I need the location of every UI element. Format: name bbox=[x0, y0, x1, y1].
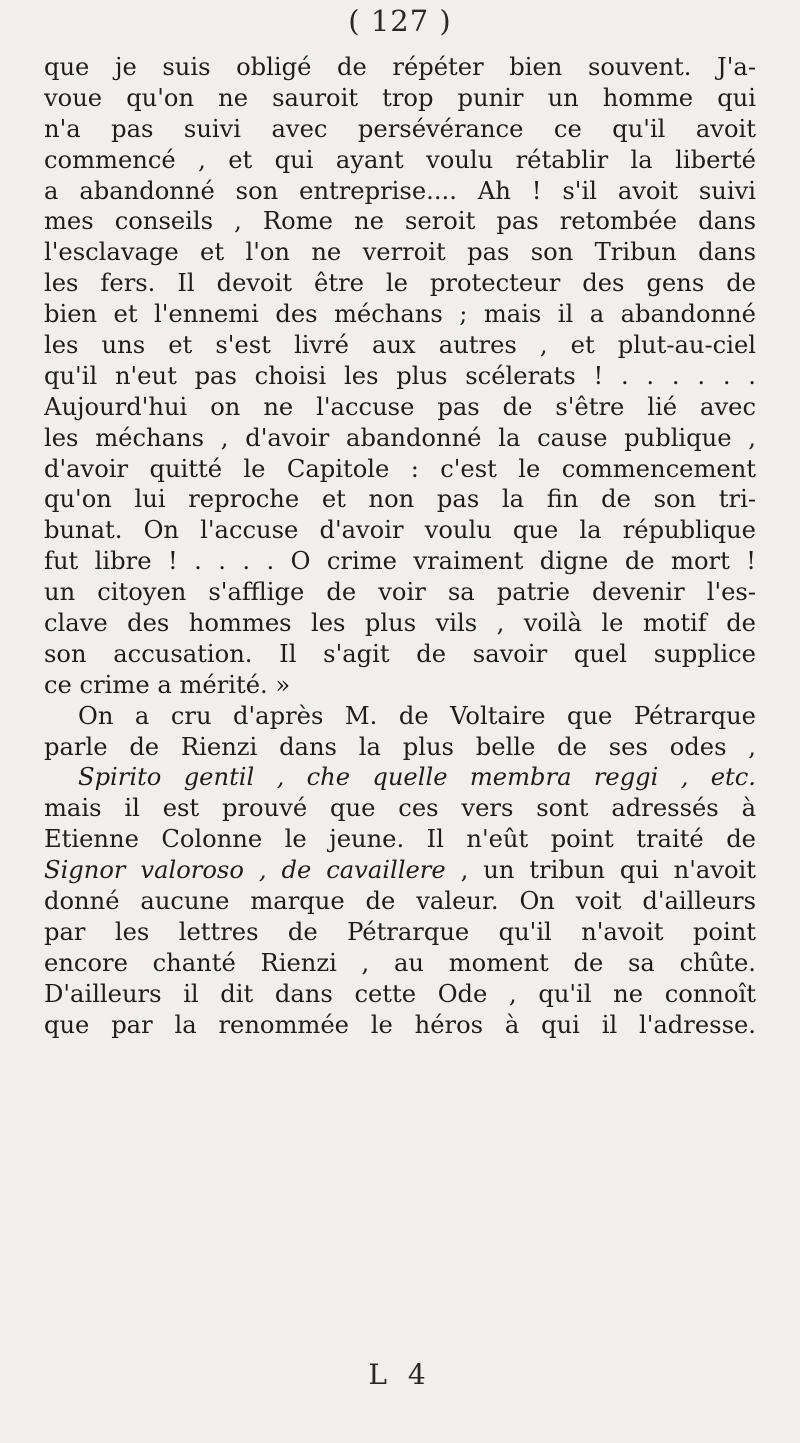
text-line-mixed bbox=[44, 855, 756, 886]
text-line: encore chanté Rienzi , au moment de sa chûte. bbox=[44, 948, 756, 977]
text-line: qu'il n'eut pas choisi les plus scélerats ! . . . . . . bbox=[44, 361, 756, 390]
italic-quote-line: Spirito gentil , che quelle membra reggi , etc. bbox=[78, 763, 756, 792]
page-number: ( 127 ) bbox=[348, 4, 452, 38]
text-line: mais il est prouvé que ces vers sont adressés à bbox=[44, 794, 756, 823]
signature-mark: L 4 bbox=[368, 1358, 432, 1391]
text-line: un citoyen s'afflige de voir sa patrie devenir l'es- bbox=[44, 578, 756, 607]
text-line: qu'on lui reproche et non pas la fin de son tri- bbox=[44, 485, 756, 514]
italic-phrase: Signor valoroso , de cavaillere bbox=[44, 856, 446, 885]
text-line: donné aucune marque de valeur. On voit d'ailleurs bbox=[44, 887, 756, 916]
text-line: les uns et s'est livré aux autres , et plut-au-ciel bbox=[44, 331, 756, 360]
text-line: l'esclavage et l'on ne verroit pas son Tribun dans bbox=[44, 238, 756, 267]
text-fragment: , un tribun qui n'avoit bbox=[445, 856, 756, 885]
body-text bbox=[44, 52, 756, 1041]
text-line: commencé , et qui ayant voulu rétablir la liberté bbox=[44, 145, 756, 174]
text-line: n'a pas suivi avec persévérance ce qu'il avoit bbox=[44, 114, 756, 143]
text-line: les méchans , d'avoir abandonné la cause publique , bbox=[44, 423, 756, 452]
text-line-paragraph-end: ce crime a mérité. » bbox=[44, 670, 291, 699]
text-line: bunat. On l'accuse d'avoir voulu que la république bbox=[44, 516, 756, 545]
text-line: Etienne Colonne le jeune. Il n'eût point traité de bbox=[44, 825, 756, 854]
text-line: que je suis obligé de répéter bien souvent. J'a- bbox=[44, 53, 756, 81]
text-line: D'ailleurs il dit dans cette Ode , qu'il ne connoît bbox=[44, 979, 756, 1008]
text-line: son accusation. Il s'agit de savoir quel supplice bbox=[44, 639, 756, 668]
text-line: Aujourd'hui on ne l'accuse pas de s'être lié avec bbox=[44, 392, 756, 421]
text-line: parle de Rienzi dans la plus belle de ses odes , bbox=[44, 732, 756, 761]
text-line: bien et l'ennemi des méchans ; mais il a abandonné bbox=[44, 300, 756, 329]
text-line: que par la renommée le héros à qui il l'adresse. bbox=[44, 1010, 756, 1039]
text-line: clave des hommes les plus vils , voilà le motif de bbox=[44, 609, 756, 638]
text-line: voue qu'on ne sauroit trop punir un homme qui bbox=[44, 83, 756, 112]
text-line: fut libre ! . . . . O crime vraiment digne de mort ! bbox=[44, 547, 756, 576]
text-line-paragraph-start: On a cru d'après M. de Voltaire que Pétrarque bbox=[78, 701, 756, 730]
text-line: a abandonné son entreprise.... Ah ! s'il avoit suivi bbox=[44, 176, 756, 205]
text-line: d'avoir quitté le Capitole : c'est le commencement bbox=[44, 454, 756, 483]
text-line: les fers. Il devoit être le protecteur des gens de bbox=[44, 269, 756, 298]
text-line: mes conseils , Rome ne seroit pas retombée dans bbox=[44, 207, 756, 236]
text-line: par les lettres de Pétrarque qu'il n'avoit point bbox=[44, 917, 756, 946]
